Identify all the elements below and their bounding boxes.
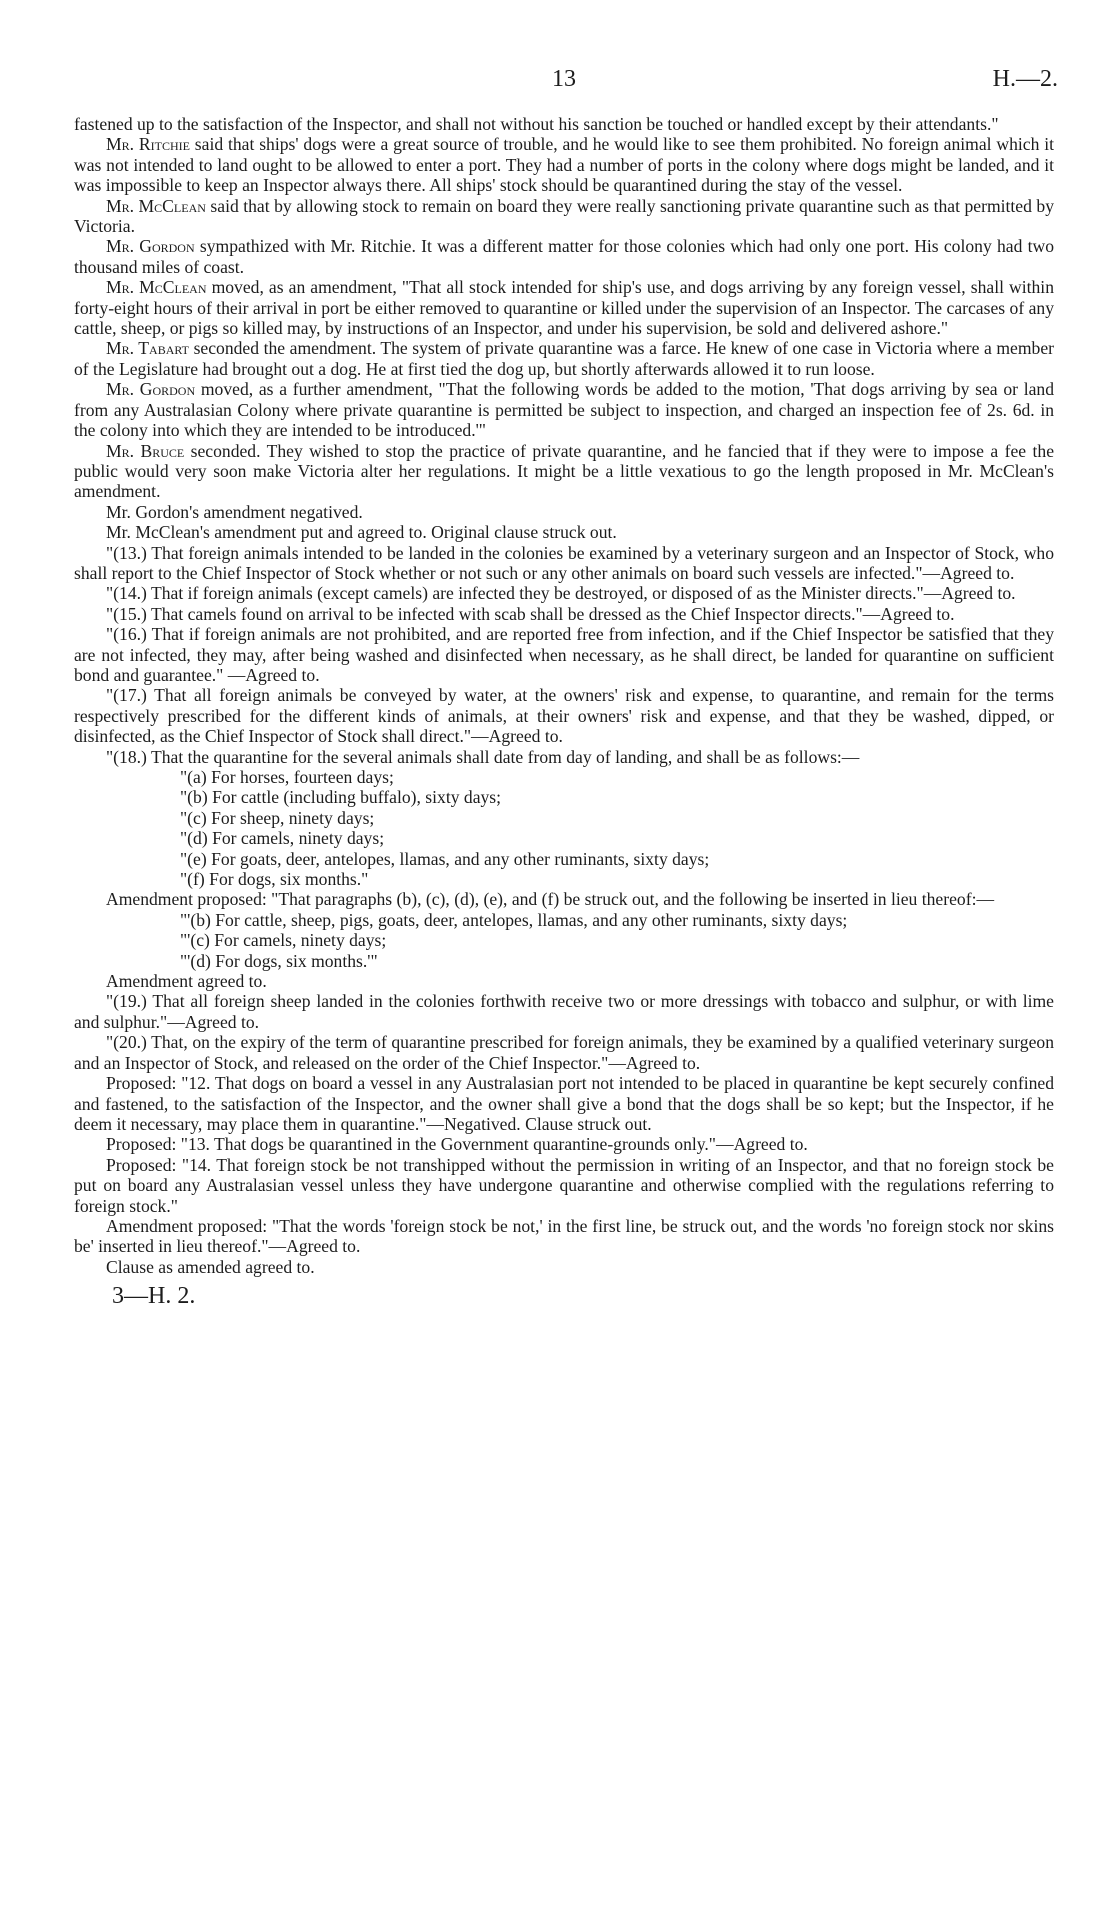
- amendment-item-c: "'(c) For camels, ninety days;: [180, 930, 387, 951]
- page-number: 13: [552, 66, 576, 92]
- page-header: [74, 62, 1058, 114]
- amendment-intro: Amendment proposed: "That paragraphs (b), (c), (d), (e), and (f) be struck out, and the following be inserted in lieu thereof:—: [106, 889, 995, 910]
- paragraph-12: "(15.) That camels found on arrival to be infected with scab shall be dressed as the Chief Inspector directs."—Agreed to.: [106, 603, 955, 624]
- amendment-item-d: "'(d) For dogs, six months.'": [180, 950, 378, 971]
- paragraph-3: Mr. Gordon sympathized with Mr. Ritchie. It was a different matter for those colonies which had only one port. His colony had two thousand miles of coast.: [74, 236, 1054, 277]
- paragraph-7: Mr. Bruce seconded. They wished to stop the practice of private quarantine, and he fancied that if they were to impose a fee the public would very soon make Victoria alter her regulations. It might be a little vexatious to go the length proposed in Mr. McClean's amendment.: [74, 440, 1055, 502]
- signature-mark: 3—H. 2.: [112, 1283, 196, 1310]
- paragraph-6: Mr. Gordon moved, as a further amendment, "That the following words be added to the motion, 'That dogs arriving by sea or land from any Australasian Colony where private quarantine is permitted be subject to inspection, and charged an inspection fee of 2s. 6d. in the colony into which they are intended to be introduced.'": [74, 379, 1054, 441]
- speaker-name: Mr. McClean: [106, 277, 207, 298]
- paper-reference: H.—2.: [992, 66, 1058, 92]
- speaker-name: Mr. Gordon: [106, 379, 196, 400]
- quarantine-item-d: "(d) For camels, ninety days;: [180, 828, 385, 849]
- paragraph-9: Mr. McClean's amendment put and agreed to. Original clause struck out.: [106, 522, 617, 543]
- paragraph-5: Mr. Tabart seconded the amendment. The system of private quarantine was a farce. He knew of one case in Victoria where a member of the Legislature had brought out a dog. He at first tied the dog up, but shortly afterwards allowed it to run loose.: [74, 338, 1054, 379]
- quarantine-item-b: "(b) For cattle (including buffalo), sixty days;: [180, 787, 502, 808]
- quarantine-item-c: "(c) For sheep, ninety days;: [180, 807, 375, 828]
- paragraph-after-6: Amendment proposed: "That the words 'foreign stock be not,' in the first line, be struck out, and the words 'no foreign stock nor skins be' inserted in lieu thereof."—Agreed to.: [74, 1215, 1054, 1257]
- paragraph-2: Mr. McClean said that by allowing stock to remain on board they were really sanctioning private quarantine such as that permitted by Victoria.: [74, 195, 1054, 237]
- speaker-name: Mr. Ritchie: [106, 134, 190, 155]
- paragraph-8: Mr. Gordon's amendment negatived.: [106, 501, 363, 522]
- paragraph-after-0: Amendment agreed to.: [106, 971, 267, 992]
- speaker-name: Mr. Gordon: [106, 236, 195, 257]
- paragraph-after-7: Clause as amended agreed to.: [106, 1256, 315, 1277]
- paragraph-after-2: "(20.) That, on the expiry of the term of quarantine prescribed for foreign animals, they be examined by a qualified veterinary surgeon and an Inspector of Stock, and released on the order of the Chief Inspector."—Agreed to.: [74, 1032, 1054, 1073]
- quarantine-item-e: "(e) For goats, deer, antelopes, llamas, and any other ruminants, sixty days;: [180, 848, 710, 869]
- quarantine-item-f: "(f) For dogs, six months.": [180, 869, 369, 890]
- speaker-name: Mr. Bruce: [106, 440, 185, 461]
- paragraph-13: "(16.) That if foreign animals are not prohibited, and are reported free from infection, and if the Chief Inspector be satisfied that they are not infected, they may, after being washed and disinfected when necessary, as he shall direct, be landed for quarantine on sufficient bond and guarantee." —Agreed to.: [74, 624, 1054, 685]
- paragraph-15: "(18.) That the quarantine for the several animals shall date from day of landing, and shall be as follows:—: [106, 746, 860, 767]
- paragraph-4: Mr. McClean moved, as an amendment, "That all stock intended for ship's use, and dogs arriving by any foreign vessel, shall within forty-eight hours of their arrival in port be either removed to quarantine or killed under the supervision of an Inspector. The carcases of any cattle, sheep, or pigs so killed may, by instructions of an Inspector, and under his supervision, be sold and delivered ashore.": [74, 277, 1054, 339]
- document-page: [74, 62, 1058, 1310]
- quarantine-item-a: "(a) For horses, fourteen days;: [180, 767, 394, 787]
- speaker-name: Mr. McClean: [106, 195, 206, 216]
- paragraph-14: "(17.) That all foreign animals be conveyed by water, at the owners' risk and expense, to quarantine, and remain for the terms respectively prescribed for the different kinds of animals, at their owners' risk and expense, and that they be washed, dipped, or disinfected, as the Chief Inspector of Stock shall direct."—Agreed to.: [74, 685, 1054, 747]
- paragraph-after-1: "(19.) That all foreign sheep landed in the colonies forthwith receive two or more dressings with tobacco and sulphur, or with lime and sulphur."—Agreed to.: [74, 991, 1054, 1032]
- paragraph-10: "(13.) That foreign animals intended to be landed in the colonies be examined by a veterinary surgeon and an Inspector of Stock, who shall report to the Chief Inspector of Stock whether or not such or any other animals on board such vessels are infected."—Agreed to.: [74, 542, 1054, 583]
- paragraph-after-4: Proposed: "13. That dogs be quarantined in the Government quarantine-grounds only."—Agreed to.: [106, 1134, 808, 1155]
- paragraph-1: Mr. Ritchie said that ships' dogs were a great source of trouble, and he would like to see them prohibited. No foreign animal which it was not intended to land ought to be allowed to enter a port. They had a number of ports in the colony where dogs might be landed, and it was impossible to keep an Inspector always there. All ships' stock should be quarantined during the stay of the vessel.: [74, 134, 1054, 196]
- paragraph-0: fastened up to the satisfaction of the Inspector, and shall not without his sanction be touched or handled except by their attendants.": [74, 114, 999, 134]
- body-text: [74, 114, 1054, 1277]
- paragraph-after-3: Proposed: "12. That dogs on board a vessel in any Australasian port not intended to be placed in quarantine be kept securely confined and fastened, to the satisfaction of the Inspector, and the owner shall give a bond that the dogs shall be so kept; but the Inspector, if he deem it necessary, may place them in quarantine."—Negatived. Clause struck out.: [74, 1073, 1054, 1134]
- speaker-name: Mr. Tabart: [106, 338, 189, 359]
- paragraph-after-5: Proposed: "14. That foreign stock be not transhipped without the permission in writing of an Inspector, and that no foreign stock be put on board any Australasian vessel unless they have undergone quarantine and otherwise complied with the regulations referring to foreign stock.": [74, 1154, 1054, 1216]
- paragraph-11: "(14.) That if foreign animals (except camels) are infected they be destroyed, or disposed of as the Minister directs."—Agreed to.: [106, 583, 1016, 604]
- amendment-item-b: "'(b) For cattle, sheep, pigs, goats, deer, antelopes, llamas, and any other ruminants, sixty days;: [180, 909, 848, 930]
